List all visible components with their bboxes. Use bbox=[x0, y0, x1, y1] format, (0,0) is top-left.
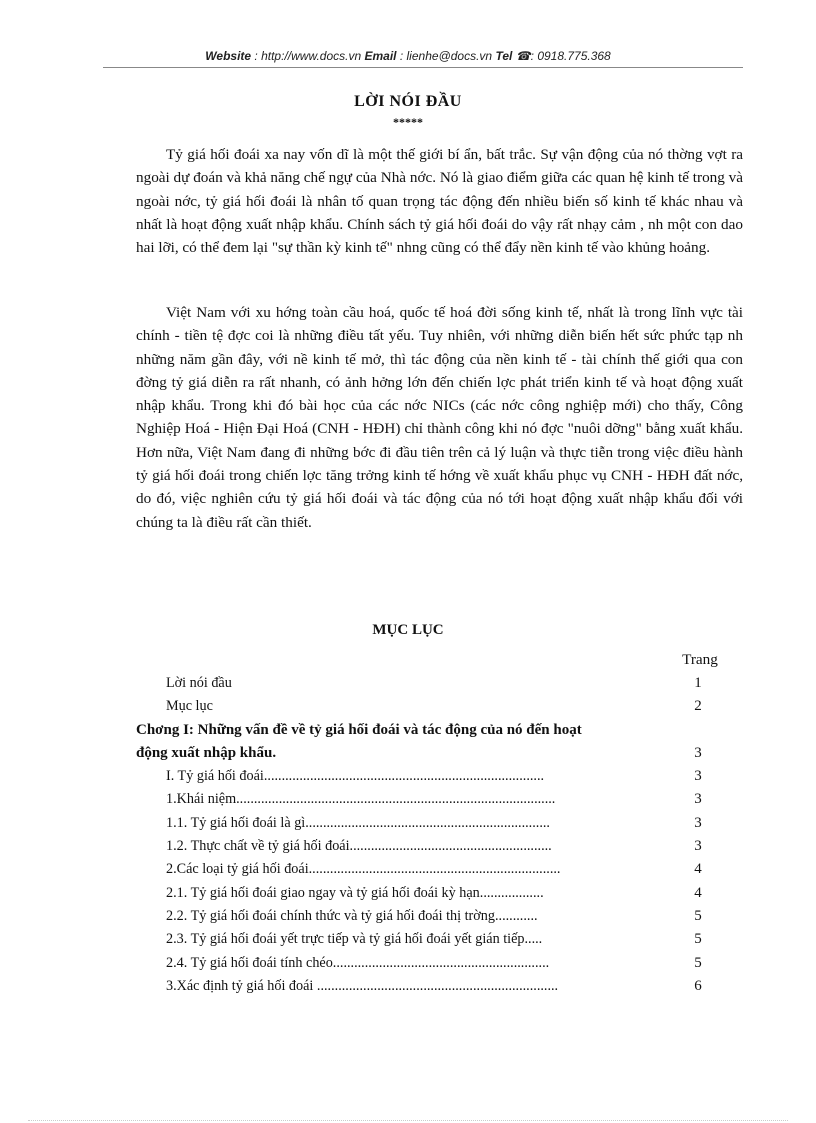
website-label: Website bbox=[205, 49, 252, 63]
toc-entry-page: 3 bbox=[694, 791, 702, 808]
toc-entry-page: 2 bbox=[694, 698, 702, 715]
toc-entry[interactable] bbox=[136, 975, 743, 998]
toc-entry-page: 3 bbox=[694, 838, 702, 855]
toc-entry-page: 3 bbox=[694, 768, 702, 785]
toc-title: MỤC LỤC bbox=[372, 622, 444, 638]
toc-entry[interactable] bbox=[136, 695, 743, 718]
toc-entry-page: 3 bbox=[694, 744, 702, 761]
preface-title: LỜI NÓI ĐẦU bbox=[354, 93, 462, 110]
toc-entry[interactable] bbox=[136, 882, 743, 905]
email-link[interactable]: lienhe@docs.vn bbox=[406, 49, 493, 63]
toc-entry-page: 4 bbox=[694, 861, 702, 878]
toc-entry-page: 5 bbox=[694, 954, 702, 971]
toc-entry-text: I. Tỷ giá hối đoái............................................................................... bbox=[166, 768, 545, 785]
toc-entry-text: 1.1. Tỷ giá hối đoái là gì..................................................................... bbox=[166, 814, 550, 831]
toc-entry[interactable] bbox=[136, 765, 743, 788]
toc-entry-text: 1.Khái niệm.......................................................................................... bbox=[166, 791, 556, 808]
toc-entry-page: 3 bbox=[694, 814, 702, 831]
toc-entry[interactable] bbox=[136, 788, 743, 811]
toc-entry[interactable] bbox=[136, 928, 743, 951]
toc-chapter-heading[interactable] bbox=[136, 742, 743, 765]
toc-entry-page: 1 bbox=[694, 675, 702, 691]
toc-entry-text: 2.4. Tỷ giá hối đoái tính chéo............................................................. bbox=[166, 954, 550, 971]
toc-entry-text: 2.1. Tỷ giá hối đoái giao ngay và tỷ giá hối đoái kỳ hạn.................. bbox=[166, 884, 544, 901]
header-divider bbox=[103, 67, 743, 68]
toc-entry-text: 2.Các loại tỷ giá hối đoái....................................................................... bbox=[166, 861, 561, 878]
toc-entry-page: 6 bbox=[694, 977, 702, 994]
toc-entry[interactable] bbox=[136, 952, 743, 975]
toc-entry[interactable] bbox=[136, 858, 743, 881]
toc-entry-text: 1.2. Thực chất về tỷ giá hối đoái......................................................... bbox=[166, 838, 552, 855]
toc-chapter-heading[interactable] bbox=[136, 719, 743, 742]
preface-paragraph-1: Tỷ giá hối đoái xa nay vốn dĩ là một thế giới bí ẩn, bất trắc. Sự vận động của nó thờng vợt ra ngoài dự đoán và khả năng chế ngự của Nhà nớc. Nó là giao điểm giữa các quan hệ kinh tế trong và ngoài nớc, tỷ giá hối đoái là nhân tố quan trọng tác động đến nhiều biến số kinh tế khác nhau và nhất là hoạt động xuất nhập khẩu. Chính sách tỷ giá hối đoái do vậy rất nhạy cảm , nh một con dao hai lỡi, có thể đem lại "sự thần kỳ kinh tế" nhng cũng có thể đẩy nền kinh tế vào khủng hoảng. bbox=[136, 146, 743, 257]
preface-paragraph-2: Việt Nam với xu hớng toàn cầu hoá, quốc tế hoá đời sống kinh tế, nhất là trong lĩnh vực tài chính - tiền tệ đợc coi là những điều tất yếu. Tuy nhiên, với những diễn biến hết sức phức tạp nh những năm gần đây, với nề kinh tế mở, thì tác động của nền kinh tế - tài chính thế giới qua con đờng tỷ giá diễn ra rất nhanh, có ảnh hởng lớn đến chiến lợc phát triển kinh tế và hoạt động xuất nhập khẩu. Trong khi đó bài học của các nớc NICs (các nớc công nghiệp mới) cho thấy, Công Nghiệp Hoá - Hiện Đại Hoá (CNH - HĐH) chỉ thành công khi nó đợc "nuôi dỡng" bằng xuất khẩu. Hơn nữa, Việt Nam đang đi những bớc đi đầu tiên trên cả lý luận và thực tiễn trong việc điều hành tỷ giá hối đoái trong chiến lợc tăng trởng kinh tế hớng về xuất khẩu phục vụ CNH - HĐH đất nớc, do đó, việc nghiên cứu tỷ giá hối đoái và tác động của nó tới hoạt động xuất nhập khẩu đối với chúng ta là điều rất cần thiết. bbox=[136, 304, 743, 531]
tel-label: Tel bbox=[495, 49, 513, 63]
email-label: Email bbox=[364, 49, 397, 63]
toc-entry-text: 2.2. Tỷ giá hối đoái chính thức và tỷ giá hối đoái thị trờng............ bbox=[166, 907, 538, 924]
toc-entry-text: 3.Xác định tỷ giá hối đoái .................................................................... bbox=[166, 977, 559, 994]
page-bottom-divider bbox=[28, 1120, 788, 1121]
toc-entry-page: 5 bbox=[694, 907, 702, 924]
toc-entry-text: động xuất nhập khẩu. bbox=[136, 744, 277, 761]
toc-page-header: Trang bbox=[682, 651, 718, 668]
toc-entry[interactable] bbox=[136, 835, 743, 858]
toc-entry-text: Lời nói đầu bbox=[166, 675, 232, 691]
toc-entry[interactable] bbox=[136, 812, 743, 835]
page-header: Website : http://www.docs.vn Email : lienhe@docs.vn Tel ☎: 0918.775.368 bbox=[205, 49, 611, 63]
toc-entry-text: Chơng I: Những vấn đề về tỷ giá hối đoái và tác động của nó đến hoạt bbox=[136, 721, 582, 738]
tel-value: 0918.775.368 bbox=[537, 49, 611, 63]
toc-list bbox=[136, 672, 743, 998]
toc-entry[interactable] bbox=[136, 905, 743, 928]
toc-entry-text: Mục lục bbox=[166, 698, 213, 715]
toc-entry-page: 4 bbox=[694, 884, 702, 901]
toc-entry-page: 5 bbox=[694, 931, 702, 948]
toc-entry-text: 2.3. Tỷ giá hối đoái yết trực tiếp và tỷ giá hối đoái yết gián tiếp..... bbox=[166, 931, 543, 948]
toc-entry[interactable] bbox=[136, 672, 743, 695]
preface-stars: ***** bbox=[393, 115, 423, 129]
phone-icon: ☎ bbox=[515, 49, 531, 63]
website-link[interactable]: http://www.docs.vn bbox=[261, 49, 362, 63]
